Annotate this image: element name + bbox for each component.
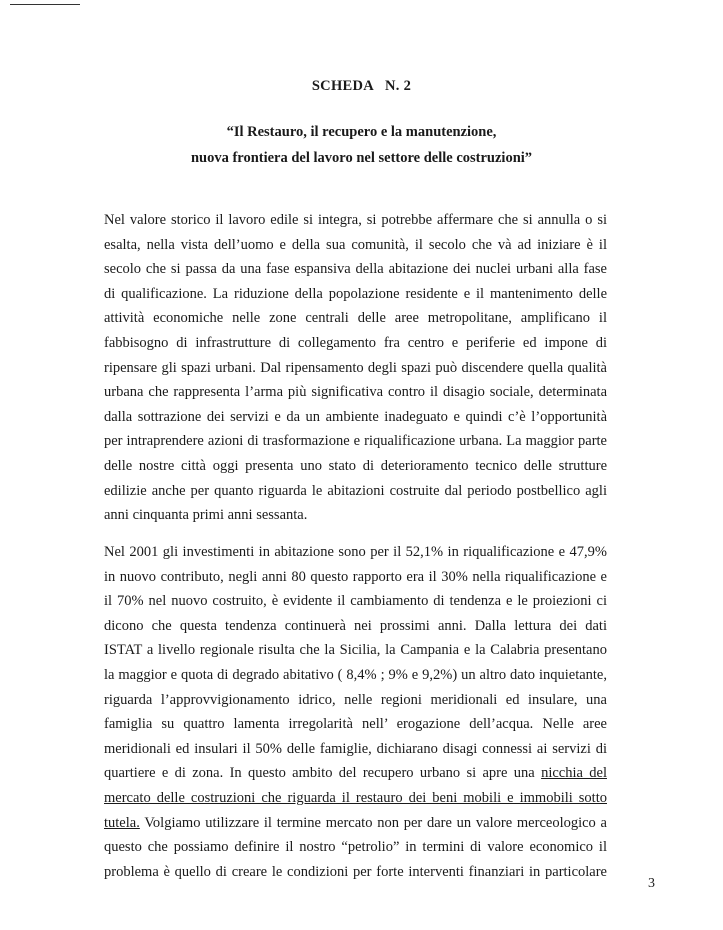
text-line: esalta, nella vista dell’uomo e della sua comunità, il secolo che và ad iniziare è il: [104, 236, 607, 253]
text-line: [104, 811, 607, 836]
text-line: riguarda l’approvvigionamento idrico, nelle regioni meridionali ed insulare, una: [104, 691, 607, 708]
text-line: anni cinquanta primi anni sessanta.: [104, 507, 308, 524]
document-subtitle: [0, 119, 723, 171]
text-line: in nuovo contributo, negli anni 80 questo rapporto era il 30% nella riqualificazione e: [104, 568, 607, 585]
text-line: Nel 2001 gli investimenti in abitazione sono per il 52,1% in riqualificazione e 47,9%: [104, 544, 607, 560]
text-line: meridionali ed insulari il 50% delle famiglie, dichiarano disagi connessi ai servizi di: [104, 740, 607, 757]
text-line: secolo che si passa da una fase espansiva della abitazione dei nuclei urbani alla fase: [104, 261, 607, 278]
text-line: dicono che questa tendenza continuerà nei prossimi anni. Dalla lettura dei dati: [104, 617, 607, 634]
paragraph-2: [104, 540, 607, 884]
text-line: ISTAT a livello regionale risulta che la Sicilia, la Campania e la Calabria presentano: [104, 642, 607, 659]
text-line: ripensare gli spazi urbani. Dal ripensamento degli spazi può discendere quella qualità: [104, 359, 607, 376]
text-line: problema è quello di creare le condizioni per forte interventi finanziari in particolare: [104, 863, 607, 880]
subtitle-line: nuova frontiera del lavoro nel settore delle costruzioni”: [190, 150, 533, 166]
text-line: urbana che rappresenta l’arma più significativa contro il disagio sociale, determinata: [104, 384, 607, 401]
text-line: [104, 786, 607, 811]
text-line: edilizie anche per quanto riguarda le abitazioni costruite dal periodo postbellico agli: [104, 482, 607, 499]
text-line: questo che possiamo definire il nostro “petrolio” in termini di valore economico il: [104, 839, 607, 856]
text-segment: Volgiamo utilizzare il termine mercato non per dare un valore merceologico a: [139, 814, 607, 831]
text-line: il 70% nel nuovo costruito, è evidente il cambiamento di tendenza e le proiezioni ci: [104, 593, 607, 610]
text-line: dalla sottrazione dei servizi e da un ambiente inadeguato e quindi c’è l’opportunità: [104, 408, 607, 425]
text-line: per intraprendere azioni di trasformazione e riqualificazione urbana. La maggior parte: [104, 433, 607, 450]
text-line: fabbisogno di infrastrutture di collegamento fra centro e periferie ed impone di: [104, 334, 607, 351]
underlined-text: tutela.: [104, 814, 140, 831]
scan-corner-rule: [10, 4, 80, 5]
text-line: attività economiche nelle zone centrali delle aree metropolitane, amplificano il: [104, 310, 607, 327]
text-segment: quartiere e di zona. In questo ambito del recupero urbano si apre una: [104, 765, 542, 782]
text-line: la maggior e quota di degrado abitativo ( 8,4% ; 9% e 9,2%) un altro dato inquietante,: [104, 666, 607, 683]
text-line: Nel valore storico il lavoro edile si integra, si potrebbe affermare che si annulla o si: [104, 212, 607, 228]
underlined-text: mercato delle costruzioni che riguarda il restauro dei beni mobili e immobili sotto: [104, 789, 607, 806]
subtitle-line: “Il Restauro, il recupero e la manutenzione,: [226, 124, 497, 140]
text-line: [104, 761, 607, 786]
document-title: SCHEDA N. 2: [311, 78, 412, 94]
paragraph-1: [104, 208, 607, 528]
underlined-text: nicchia del: [541, 765, 607, 782]
text-line: di qualificazione. La riduzione della popolazione residente e il mantenimento delle: [104, 285, 607, 302]
page-number: 3: [648, 876, 655, 891]
text-line: famiglia su quattro lamenta irregolarità nell’ erogazione dell’acqua. Nelle aree: [104, 716, 607, 733]
text-line: delle nostre città oggi presenta uno stato di deterioramento tecnico delle strutture: [104, 457, 607, 474]
